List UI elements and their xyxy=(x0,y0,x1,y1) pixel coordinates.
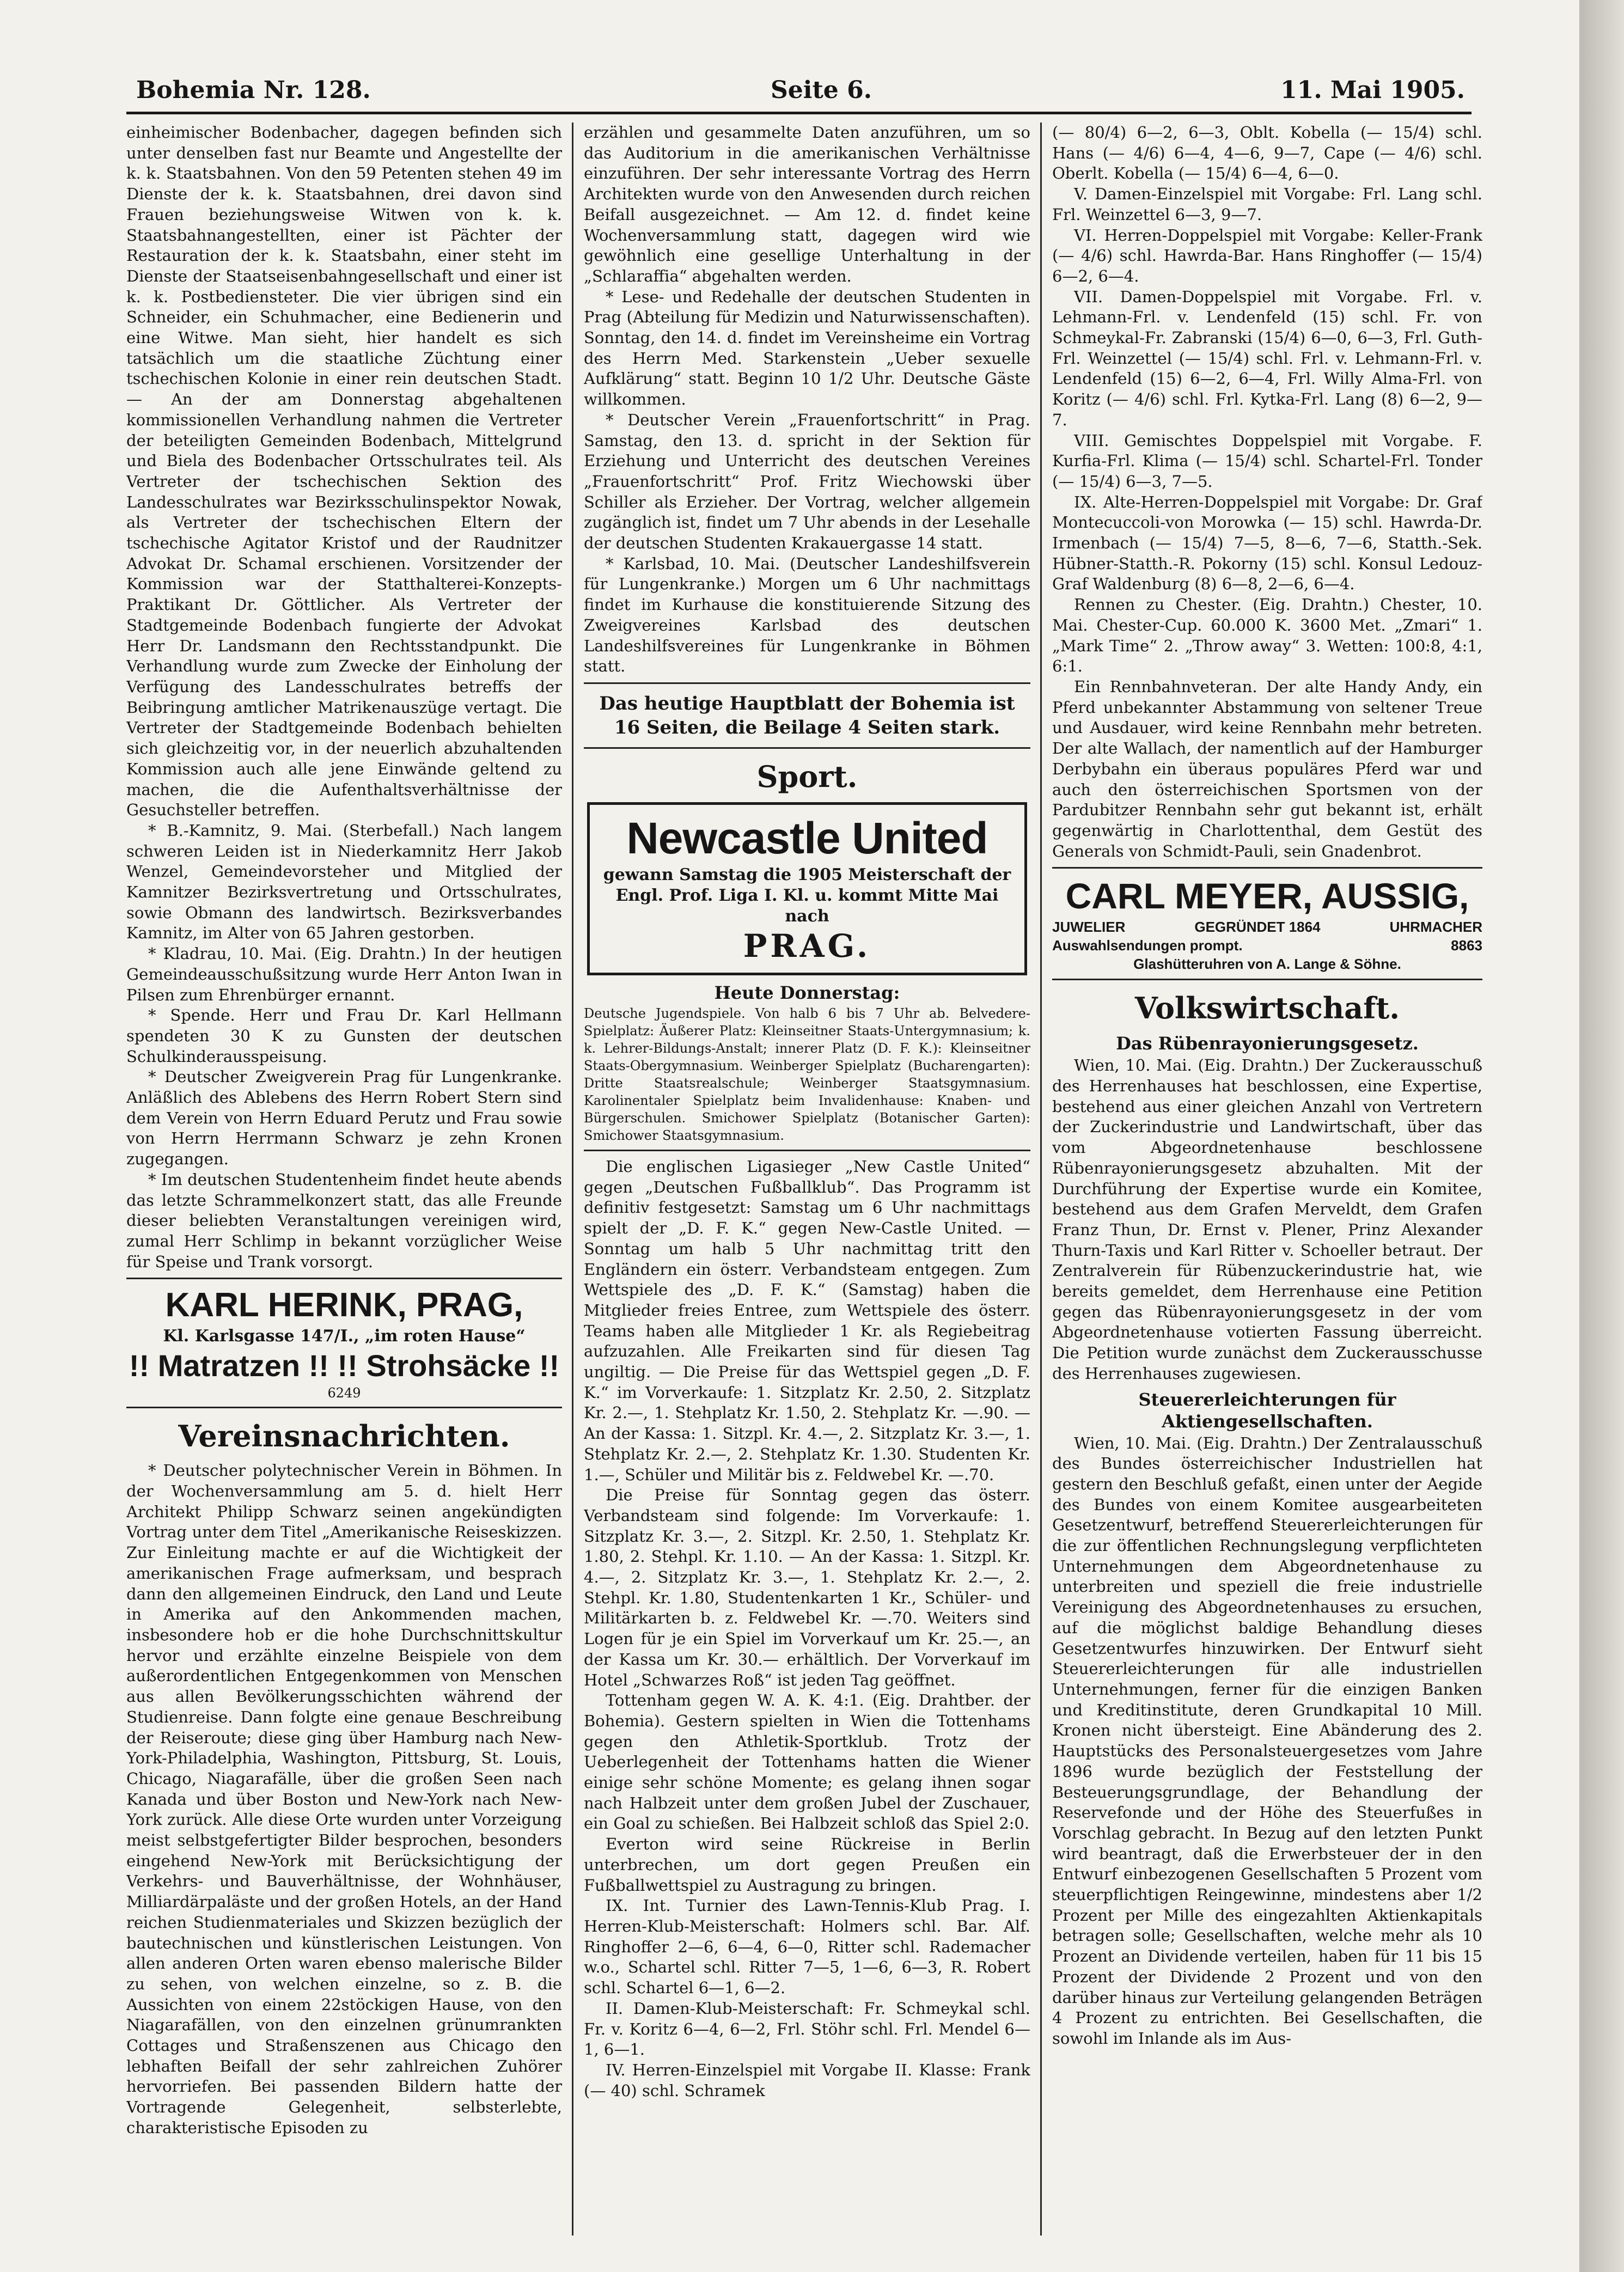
page-edge-shadow xyxy=(1579,0,1624,2272)
article-kamnitz: * B.-Kamnitz, 9. Mai. (Sterbefall.) Nach langem schweren Leiden ist in Niederkamnitz Herr Jakob Wenzel, Gemeindevorsteher und Mitglied der Kamnitzer Bezirksvertretung und Ortsschulrates, sowie Obmann des landwirtsch. Bezirksverbandes Kamnitz, im Alter von 65 Jahren gestorben. xyxy=(126,821,562,943)
article-studentenheim: * Im deutschen Studentenheim findet heute abends das letzte Schrammelkonzert statt, das alle Freunde dieser beliebten Veranstaltungen vereinigen wird, zumal Herr Schlimp in bekannt vorzüglicher Weise für Speise und Trank vorsorgt. xyxy=(126,1170,562,1271)
section-title-volkswirtschaft: Volkswirtschaft. xyxy=(1134,991,1400,1026)
advert-herink-goods: !! Matratzen !! !! Strohsäcke !! xyxy=(129,1348,560,1383)
article-rennen-chester: Rennen zu Chester. (Eig. Drahtn.) Chester, 10. Mai. Chester-Cup. 60.000 K. 3600 Met. „Zmari“ 1. „Mark Time“ 2. „Throw away“ 3. Wetten: 100:8, 4:1, 6:1. xyxy=(1052,595,1482,676)
column-2 xyxy=(584,123,1030,2236)
article-everton: Everton wird seine Rückreise in Berlin unterbrechen, um dort gegen Preußen ein Fußballwettspiel zu Austragung zu bringen. xyxy=(584,1835,1030,1895)
advert-meyer-trades xyxy=(1052,918,1482,936)
advert-newcastle-title: Newcastle United xyxy=(626,813,988,863)
divider xyxy=(126,1407,562,1408)
article-tennis-turnier: IX. Int. Turnier des Lawn-Tennis-Klub Prag. I. Herren-Klub-Meisterschaft: Holmers schl. Bar. Alf. Ringhoffer 2—6, 6—4, 6—0, Ritter schl. Rademacher w.o., Schartel schl. Ritter 7—5, 1—6, 6—3, R. Robert schl. Schartel 6—1, 6—2. xyxy=(584,1896,1030,1998)
heute-donnerstag-title: Heute Donnerstag: xyxy=(714,982,900,1003)
notice-hauptblatt: Das heutige Hauptblatt der Bohemia ist 16 Seiten, die Beilage 4 Seiten stark. xyxy=(599,692,1015,738)
tennis-results-1: (— 80/4) 6—2, 6—3, Oblt. Kobella (— 15/4) schl. Hans (— 4/6) 6—4, 4—6, 9—7, Cape (— 4/6) schl. Oberlt. Kobella (— 15/4) 6—4, 6—0. xyxy=(1052,123,1482,183)
article-rennbahnveteran: Ein Rennbahnveteran. Der alte Handy Andy, ein Pferd unbekannter Abstammung von seltener Treue und Ausdauer, wird keine Rennbahn mehr betreten. Der alte Wallach, der namentlich auf der Hamburger Derbybahn ein überaus populäres Pferd war und auch den österreichischen Sportsmen von der Pardubitzer Rennbahn sehr gut bekannt ist, erhält gegenwärtig in Charlottenthal, dem Gestüt des Generals von Schmidt-Pauli, sein Gnadenbrot. xyxy=(1052,677,1482,860)
header-page-number: Seite 6. xyxy=(771,76,872,104)
header-date: 11. Mai 1905. xyxy=(1280,76,1465,104)
tennis-results-4: VII. Damen-Doppelspiel mit Vorgabe. Frl. v. Lehmann-Frl. v. Lendenfeld (15) schl. Fr. von Schmeykal-Fr. Zabranski (15/4) 6—0, 6—3, Frl. Guth-Frl. Weinzettel (— 15/4) schl. Frl. v. Lehmann-Frl. v. Lendenfeld (15) 6—2, 6—4, Frl. Willy Alma-Frl. von Koritz (— 4/6) schl. Frl. Kytka-Frl. Lang (8) 6—2, 9—7. xyxy=(1052,287,1482,429)
article-tottenham: Tottenham gegen W. A. K. 4:1. (Eig. Drahtber. der Bohemia). Gestern spielten in Wien die Tottenhams gegen den Athletik-Sportklub. Trotz der Ueberlegenheit der Tottenhams hatten die Wiener einige sehr schöne Momente; es gelang ihnen sogar nach Halbzeit unter dem großen Jubel der Zuschauer, ein Goal zu schießen. Bei Halbzeit schloß das Spiel 2:0. xyxy=(584,1691,1030,1833)
advert-herink-number: 6249 xyxy=(327,1385,361,1401)
article-spende: * Spende. Herr und Frau Dr. Karl Hellmann spendeten 30 K zu Gunsten der deutschen Schulkinderausspeisung. xyxy=(126,1006,562,1066)
subtitle-steuererleichterungen: Steuererleichterungen für Aktiengesellschaften. xyxy=(1138,1389,1396,1432)
header-rule xyxy=(126,112,1472,114)
tennis-results-2: V. Damen-Einzelspiel mit Vorgabe: Frl. Lang schl. Frl. Weinzettel 6—3, 9—7. xyxy=(1052,185,1482,224)
advert-carl-meyer xyxy=(1052,874,1482,973)
advert-meyer-line3: Glashütteruhren von A. Lange & Söhne. xyxy=(1133,956,1401,973)
advert-karl-herink xyxy=(126,1285,562,1401)
advert-meyer-uhrmacher: UHRMACHER xyxy=(1389,919,1482,936)
advert-meyer-line2-row xyxy=(1052,936,1482,955)
advert-meyer-line2: Auswahlsendungen prompt. xyxy=(1052,937,1243,954)
tennis-results-3: VI. Herren-Doppelspiel mit Vorgabe: Keller-Frank (— 4/6) schl. Hawrda-Bar. Hans Ringhoffer (— 15/4) 6—2, 6—4. xyxy=(1052,225,1482,285)
article-steuererleichterungen: Wien, 10. Mai. (Eig. Drahtn.) Der Zentralausschuß des Bundes österreichischer Industriellen hat gestern den Beschluß gefaßt, einen unter der Aegide des Bundes von einem Komitee ausgearbeiteten Gesetzentwurf, betreffend Steuererleichterungen für die zur öffentlichen Rechnungslegung verpflichteten Unternehmungen dem Abgeordnetenhause zu unterbreiten und speziell die freie industrielle Vereinigung des Abgeordnetenhauses zu ersuchen, auf die möglichst baldige Behandlung dieses Gesetzentwurfes hinzuwirken. Der Entwurf sieht Steuererleichterungen für alle industriellen Unternehmungen, ferner für die einzigen Banken und Kreditinstitute, deren Grundkapital 10 Mill. Kronen nicht übersteigt. Eine Abänderung des 2. Hauptstücks des Personalsteuergesetzes vom Jahre 1896 wurde bezüglich der Feststellung der Besteuerungsgrundlage, der Behandlung der Reservefonde und der Höhe des Steuerfußes in Vorschlag gebracht. In Bezug auf den letzten Punkt wird beantragt, daß die Erwerbsteuer der in den Entwurf einbezogenen Gesellschaften 5 Prozent vom steuerpflichtigen Reingewinne, mindestens aber 1/2 Prozent per Mille des eingezahlten Aktienkapitals betragen solle; Gesellschaften, welche mehr als 10 Prozent an Dividende verteilen, haben für 11 bis 15 Prozent der Dividende 2 Prozent und von den darüber hinaus zur Verteilung gelangenden Beträgen 4 Prozent zu entrichten. Bei Gesellschaften, die sowohl im Inlande als im Aus- xyxy=(1052,1433,1482,2048)
advert-newcastle-text: gewann Samstag die 1905 Meisterschaft der Engl. Prof. Liga I. Kl. u. kommt Mitte Mai nach xyxy=(603,865,1011,926)
article-kladrau: * Kladrau, 10. Mai. (Eig. Drahtn.) In der heutigen Gemeindeausschußsitzung wurde Herr Anton Iwan in Pilsen zum Ehrenbürger ernannt. xyxy=(126,944,562,1004)
divider xyxy=(584,1150,1030,1151)
advert-meyer-name: CARL MEYER, AUSSIG, xyxy=(1065,876,1469,917)
advert-newcastle-united xyxy=(587,802,1027,975)
article-bodenbach-continued: einheimischer Bodenbacher, dagegen befinden sich unter denselben fast nur Beamte und Angestellte der k. k. Staatsbahnen. Von den 59 Petenten stehen 49 im Dienste der k. k. Staatsbahnen, drei davon sind Frauen beziehungsweise Witwen von k. k. Staatsbahnangestellten, einer ist Pächter der Restauration der k. k. Staatsbahn, einer steht im Dienste der Staatseisenbahngesellschaft und einer ist k. k. Postbediensteter. Die vier übrigen sind ein Schneider, ein Schuhmacher, eine Bedienerin und eine Witwe. Man sieht, hier handelt es sich tatsächlich um die staatliche Züchtung einer tschechischen Kolonie in einer rein deutschen Stadt. — An der am Donnerstag abgehaltenen kommissionellen Verhandlung nahmen die Vertreter der beteiligten Gemeinden Bodenbach, Mittelgrund und Biela des Bodenbacher Ortsschulrates teil. Als Vertreter der tschechischen Sektion des Landesschulrates war Bezirksschulinspektor Nowak, als Vertreter der tschechischen Eltern der tschechische Agitator Kristof und der Raudnitzer Advokat Dr. Schamal erschienen. Vorsitzender der Kommission war der Statthalterei-Konzepts-Praktikant Dr. Göttlicher. Als Vertreter der Stadtgemeinde Bodenbach fungierte der Advokat Herr Dr. Landsmann den Rechtsstandpunkt. Die Verhandlung wurde zum Zwecke der Einholung der Verfügung des Landesschulrates betreffs der Beibringung amtlicher Matrikenauszüge vertagt. Die Vertreter der Stadtgemeinde Bodenbach behielten sich gleichzeitig vor, in der neuerlich abzuhaltenden Kommission auch alle jene Einwände geltend zu machen, die die Aufenthaltsverhältnisse der Gesuchsteller betreffen. xyxy=(126,123,562,820)
header-publication: Bohemia Nr. 128. xyxy=(136,76,371,104)
article-ligasieger: Die englischen Ligasieger „New Castle United“ gegen „Deutschen Fußballklub“. Das Programm ist definitiv festgesetzt: Samstag um 6 Uhr nachmittags spielt der „D. F. K.“ gegen New-Castle United. — Sonntag um halb 5 Uhr nachmittag tritt den Engländern ein österr. Verbandsteam entgegen. Zum Wettspiele des „D. F. K.“ (Samstag) haben die Mitglieder freies Entree, zum Wettspiele des österr. Teams haben alle Mitglieder 1 Kr. als Regiebeitrag aufzuzahlen. Alle Freikarten sind für diesen Tag ungiltig. — Die Preise für das Wettspiel gegen „D. F. K.“ im Vorverkaufe: 1. Sitzplatz Kr. 2.50, 2. Sitzplatz Kr. 2.—, 1. Stehplatz Kr. 1.50, 2. Stehplatz Kr. —.90. — An der Kassa: 1. Sitzpl. Kr. 4.—, 2. Sitzplatz Kr. 3.—, 1. Stehplatz Kr. 2.—, 2. Stehplatz Kr. 1.30. Studenten Kr. 1.—, Schüler und Militär bis z. Feldwebel Kr. —.70. xyxy=(584,1157,1030,1484)
jugendspiele-listing: Deutsche Jugendspiele. Von halb 6 bis 7 Uhr ab. Belvedere-Spielplatz: Äußerer Platz: Kleinseitner Staats-Untergymnasium; k. k. Lehrer-Bildungs-Anstalt; innerer Platz (D. F. K.): Kleinseitner Staats-Obergymnasium. Weinberger Spielplatz (Bucharengarten): Dritte Staatsrealschule; Weinberger Staatsgymnasium. Karolinentaler Spielplatz beim Invalidenhause: Knaben- und Bürgerschulen. Smichower Spielplatz (Botanischer Garten): Smichower Staatsgymnasium. xyxy=(584,1005,1030,1143)
divider xyxy=(126,1278,562,1279)
article-polytechnischer-verein: * Deutscher polytechnischer Verein in Böhmen. In der Wochenversammlung am 5. d. hielt Herr Architekt Philipp Schwarz seinen angekündigten Vortrag unter dem Titel „Amerikanische Reiseskizzen. Zur Einleitung machte er auf die Wichtigkeit der amerikanischen Frage aufmerksam, und besprach dann den allgemeinen Eindruck, den Land und Leute in Amerika auf den Ankommenden machen, insbesondere hob er die hohe Durchschnittskultur hervor und erzählte einzelne Beispiele von dem außerordentlichen Entgegenkommen von Menschen aus allen Bevölkerungsschichten während der Studienreise. Dann folgte eine genaue Beschreibung der Reiseroute; diese ging über Hamburg nach New-York-Philadelphia, Washington, Pittsburg, St. Louis, Chicago, Niagarafälle, über die großen Seen nach Kanada und über Boston und New-York nach New-York zurück. Alle diese Orte wurden unter Vorzeigung meist selbstgefertigter Bilder besprochen, besonders eingehend New-York mit Berücksichtigung der Verkehrs- und Bauverhältnisse, der Wohnhäuser, Milliardärpaläste und der großen Hotels, an der Hand reichen Studienmateriales und Skizzen bezüglich der bautechnischen und künstlerischen Leistungen. Von allen anderen Orten waren ebenso malerische Bilder zu sehen, von welchen einzelne, so z. B. die Aussichten von einem 22stöckigen Hause, von den Niagarafällen, von den einzelnen grünumrankten Cottages und Straßenszenen aus Chicago den lebhaften Beifall der sehr zahlreichen Zuhörer hervorriefen. Bei passenden Bildern hatte der Vortragende Gelegenheit, selbsterlebte, charakteristische Episoden zu xyxy=(126,1461,562,2137)
article-frauenfortschritt: * Deutscher Verein „Frauenfortschritt“ in Prag. Samstag, den 13. d. spricht in der Sektion für Erziehung und Unterricht des deutschen Vereines „Frauenfortschritt“ Prof. Fritz Wiechowski über Schiller als Erzieher. Der Vortrag, welcher allgemein zugänglich ist, findet um 7 Uhr abends in der Lesehalle der deutschen Studenten Krakauergasse 14 statt. xyxy=(584,410,1030,553)
advert-meyer-juwelier: JUWELIER xyxy=(1052,919,1126,936)
article-karlsbad: * Karlsbad, 10. Mai. (Deutscher Landeshilfsverein für Lungenkranke.) Morgen um 6 Uhr nachmittags findet im Kurhause die konstituierende Sitzung des Zweigvereines Karlsbad des deutschen Landeshilfsvereines für Lungenkranke in Böhmen statt. xyxy=(584,554,1030,676)
advert-herink-name: KARL HERINK, PRAG, xyxy=(165,1286,523,1324)
advert-meyer-founded: GEGRÜNDET 1864 xyxy=(1194,919,1321,936)
article-herren-einzelspiel: IV. Herren-Einzelspiel mit Vorgabe II. Klasse: Frank (— 40) schl. Schramek xyxy=(584,2060,1030,2100)
advert-newcastle-city: PRAG. xyxy=(743,927,871,964)
column-rule xyxy=(572,123,573,2236)
page-header xyxy=(136,76,1465,108)
advert-herink-address: Kl. Karlsgasse 147/I., „im roten Hause“ xyxy=(163,1327,526,1346)
article-damen-meisterschaft: II. Damen-Klub-Meisterschaft: Fr. Schmeykal schl. Fr. v. Koritz 6—4, 6—2, Frl. Stöhr schl. Frl. Mendel 6—1, 6—1. xyxy=(584,1999,1030,2059)
subtitle-rubenrayonierung: Das Rübenrayonierungsgesetz. xyxy=(1116,1033,1419,1054)
tennis-results-5: VIII. Gemischtes Doppelspiel mit Vorgabe. F. Kurfia-Frl. Klima (— 15/4) schl. Schartel-Frl. Tonder (— 15/4) 6—3, 7—5. xyxy=(1052,431,1482,491)
tennis-results-6: IX. Alte-Herren-Doppelspiel mit Vorgabe: Dr. Graf Montecuccoli-von Morowka (— 15) schl. Hawrda-Dr. Irmenbach (— 15/4) 7—5, 8—6, 7—6, Statth.-Sek. Hübner-Statth.-R. Pokorny (15) schl. Konsul Ledouz-Graf Waldenburg (8) 6—8, 2—6, 6—4. xyxy=(1052,492,1482,594)
divider xyxy=(1052,867,1482,869)
section-title-vereinsnachrichten: Vereinsnachrichten. xyxy=(178,1419,510,1454)
divider xyxy=(1052,979,1482,980)
column-3 xyxy=(1052,123,1482,2236)
article-preise-sonntag: Die Preise für Sonntag gegen das österr. Verbandsteam sind folgende: Im Vorverkaufe: 1. Sitzplatz Kr. 3.—, 2. Sitzpl. Kr. 2.50, 1. Stehplatz Kr. 1.80, 2. Stehpl. Kr. 1.10. — An der Kassa: 1. Sitzpl. Kr. 4.—, 2. Sitzplatz Kr. 3.—, 1. Stehplatz Kr. 2.—, 2. Stehpl. Kr. 1.80, Studentenkarten 1 Kr., Schüler- und Militärkarten b. z. Feldwebel Kr. —.70. Weiters sind Logen für je ein Spiel im Vorverkauf um Kr. 25.—, an der Kassa um Kr. 30.— erhältlich. Der Vorverkauf im Hotel „Schwarzes Roß“ ist jeden Tag geöffnet. xyxy=(584,1486,1030,1689)
column-1 xyxy=(126,123,562,2236)
divider xyxy=(584,682,1030,684)
advert-meyer-number: 8863 xyxy=(1451,937,1482,954)
section-title-sport: Sport. xyxy=(756,759,858,794)
article-lesehalle: * Lese- und Redehalle der deutschen Studenten in Prag (Abteilung für Medizin und Naturwissenschaften). Sonntag, den 14. d. findet im Vereinsheime ein Vortrag des Herrn Med. Starkenstein „Ueber sexuelle Aufklärung“ statt. Beginn 10 1/2 Uhr. Deutsche Gäste willkommen. xyxy=(584,287,1030,409)
article-polytechnischer-verein-continued: erzählen und gesammelte Daten anzuführen, um so das Auditorium in die amerikanischen Verhältnisse einzuführen. Der sehr interessante Vortrag des Herrn Architekten wurde von den Anwesenden durch reichen Beifall ausgezeichnet. — Am 12. d. findet keine Wochenversammlung statt, dagegen wird wie gewöhnlich eine gesellige Unterhaltung in der „Schlaraffia“ abgehalten werden. xyxy=(584,123,1030,285)
article-zuckerausschuss: Wien, 10. Mai. (Eig. Drahtn.) Der Zuckerausschuß des Herrenhauses hat beschlossen, eine Expertise, bestehend aus einer gleichen Anzahl von Vertretern der Zuckerindustrie und Landwirtschaft, über das vom Abgeordnetenhause beschlossene Rübenrayonierungsgesetz abzuhalten. Mit der Durchführung der Expertise wurde ein Komitee, bestehend aus dem Grafen Merveldt, dem Grafen Franz Thun, Dr. Ernst v. Plener, Prinz Alexander Thurn-Taxis und Karl Ritter v. Schoeller betraut. Der Zentralverein für Rübenzuckerindustrie hat, wie bereits gemeldet, dem Herrenhause eine Petition gegen das Rübenrayonierungsgesetz in der vom Abgeordnetenhause votierten Fassung überreicht. Die Petition wurde zunächst dem Zuckerausschusse des Herrenhauses zugewiesen. xyxy=(1052,1056,1482,1383)
article-zweigverein: * Deutscher Zweigverein Prag für Lungenkranke. Anläßlich des Ablebens des Herrn Robert Stern sind dem Verein von Herrn Eduard Perutz und Frau sowie von Herrn Herrmann Schwarz je zehn Kronen zugegangen. xyxy=(126,1067,562,1169)
column-rule xyxy=(1040,123,1042,2236)
divider xyxy=(584,747,1030,749)
